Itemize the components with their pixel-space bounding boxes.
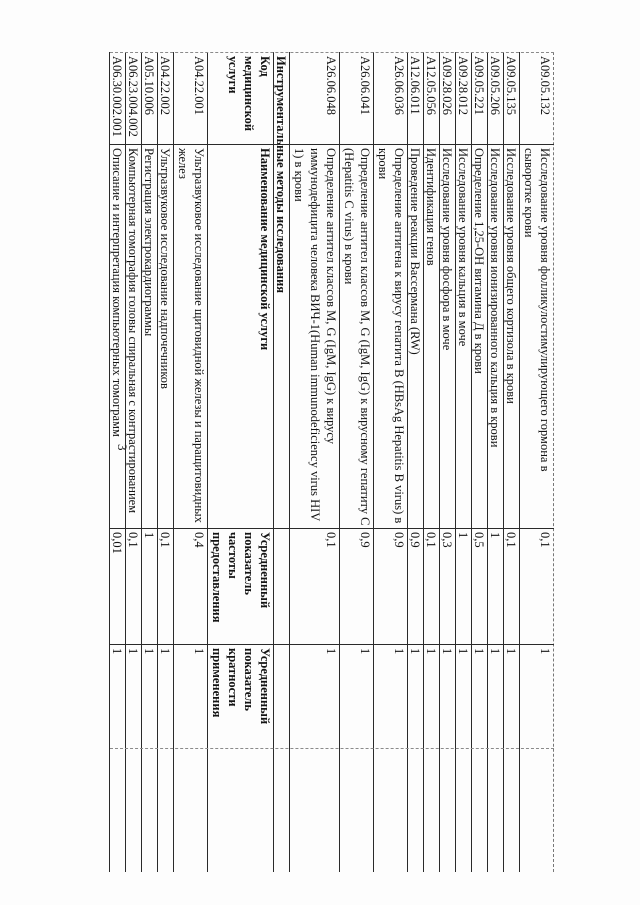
- cell-freq: 1: [488, 532, 502, 539]
- cell-freq: 0,9: [392, 532, 406, 548]
- cell-code: A06.30.002.001: [110, 56, 124, 137]
- table-rule: [173, 52, 174, 872]
- cell-name: Исследование уровня ионизированного кальция в крови: [488, 148, 502, 448]
- table-rule: [439, 52, 440, 872]
- table-rule: [273, 52, 274, 872]
- cell-mult: 1: [192, 648, 206, 655]
- table-column-rule: [110, 52, 554, 53]
- cell-code: A09.05.132: [538, 56, 552, 116]
- cell-name: Исследование уровня фолликулостимулирующего гормона в сыворотке крови: [522, 148, 552, 472]
- cell-name: Ультразвуковое исследование надпочечников: [158, 148, 172, 389]
- page-number: 3: [115, 444, 130, 451]
- cell-code: A12.05.056: [424, 56, 438, 116]
- cell-code: Код медицинской услуги: [226, 56, 272, 132]
- cell-mult: 1: [424, 648, 438, 655]
- cell-name: Компьютерная томография головы спиральная с контрастированием: [126, 148, 140, 514]
- cell-name: Проведение реакции Вассермана (RW): [408, 148, 422, 355]
- table-rule: [109, 52, 110, 872]
- cell-mult: 1: [504, 648, 518, 655]
- cell-freq: 0,9: [408, 532, 422, 548]
- cell-code: A09.05.206: [488, 56, 502, 116]
- table-rule: [519, 52, 520, 872]
- cell-freq: 1: [142, 532, 156, 539]
- cell-mult: 1: [126, 648, 140, 655]
- cell-code: A09.05.221: [472, 56, 486, 116]
- table-rule: [289, 52, 290, 872]
- cell-name: Регистрация электрокардиограммы: [142, 148, 156, 337]
- cell-mult: 1: [392, 648, 406, 655]
- cell-mult: 1: [472, 648, 486, 655]
- cell-code: A06.23.004.002: [126, 56, 140, 137]
- cell-mult: 1: [408, 648, 422, 655]
- table-rule: [125, 52, 126, 872]
- section-title: Инструментальные методы исследования: [274, 56, 288, 294]
- cell-mult: 1: [456, 648, 470, 655]
- cell-code: A04.22.001: [192, 56, 206, 116]
- table-column-rule: [110, 748, 554, 749]
- cell-code: A05.10.006: [142, 56, 156, 116]
- cell-mult: 1: [358, 648, 372, 655]
- cell-name: Ультразвуковое исследование щитовидной железы и паращитовидных желез: [176, 148, 206, 523]
- cell-name: Наименование медицинской услуги: [258, 148, 272, 351]
- cell-code: A09.28.026: [440, 56, 454, 116]
- cell-name: Определение антител классов M, G (IgM, IgG) к вирусному гепатиту C (Hepatitis C virus) в крови: [342, 148, 372, 526]
- rotated-page-content: [20, 52, 560, 872]
- table-rule: [157, 52, 158, 872]
- services-table: [20, 52, 560, 872]
- table-rule: [423, 52, 424, 872]
- cell-name: Идентификация генов: [424, 148, 438, 266]
- cell-name: Исследование уровня общего кортизола в крови: [504, 148, 518, 404]
- table-rule: [471, 52, 472, 872]
- cell-mult: 1: [538, 648, 552, 655]
- table-rule: [553, 52, 554, 872]
- cell-code: A09.05.135: [504, 56, 518, 116]
- cell-mult: Усредненный показатель кратности применения: [210, 648, 272, 725]
- table-rule: [455, 52, 456, 872]
- table-rule: [141, 52, 142, 872]
- cell-name: Определение антител классов M, G (IgM, IgG) к вирусу иммунодефицита человека ВИЧ-1(Human immunodeficiency virus HIV 1) в крови: [292, 148, 338, 522]
- cell-mult: 1: [158, 648, 172, 655]
- table-column-rule: [110, 528, 554, 529]
- cell-freq: 0,1: [538, 532, 552, 548]
- cell-mult: 1: [488, 648, 502, 655]
- cell-freq: 0,4: [192, 532, 206, 548]
- cell-freq: 0,1: [324, 532, 338, 548]
- table-rule: [503, 52, 504, 872]
- cell-name: Исследование уровня фосфора в моче: [440, 148, 454, 351]
- cell-code: A26.06.048: [324, 56, 338, 116]
- cell-freq: Усредненный показатель частоты предоставления: [210, 532, 272, 623]
- cell-mult: 1: [440, 648, 454, 655]
- cell-code: A26.06.036: [392, 56, 406, 116]
- table-rule: [207, 52, 208, 872]
- cell-name: Исследование уровня кальция в моче: [456, 148, 470, 347]
- cell-freq: 0,1: [504, 532, 518, 548]
- cell-name: Определение антигена к вирусу гепатита B (HBsAg Hepatitis B virus) в крови: [376, 148, 406, 524]
- cell-mult: 1: [324, 648, 338, 655]
- cell-freq: 0,9: [358, 532, 372, 548]
- table-column-rule: [110, 644, 554, 645]
- cell-mult: 1: [110, 648, 124, 655]
- table-rule: [339, 52, 340, 872]
- cell-code: A12.06.011: [408, 56, 422, 115]
- cell-freq: 0,5: [472, 532, 486, 548]
- cell-code: A26.06.041: [358, 56, 372, 116]
- table-column-rule: [110, 144, 554, 145]
- cell-freq: 0,1: [126, 532, 140, 548]
- table-rule: [373, 52, 374, 872]
- cell-name: Описание и интерпретация компьютерных томограмм: [110, 148, 124, 437]
- cell-name: Определение 1,25-ОН витамина Д в крови: [472, 148, 486, 374]
- cell-code: A09.28.012: [456, 56, 470, 116]
- cell-freq: 0,3: [440, 532, 454, 548]
- cell-freq: 1: [456, 532, 470, 539]
- table-rule: [407, 52, 408, 872]
- cell-freq: 0,1: [158, 532, 172, 548]
- cell-code: A04.22.002: [158, 56, 172, 116]
- table-rule: [487, 52, 488, 872]
- cell-freq: 0,1: [424, 532, 438, 548]
- cell-freq: 0,01: [110, 532, 124, 554]
- cell-mult: 1: [142, 648, 156, 655]
